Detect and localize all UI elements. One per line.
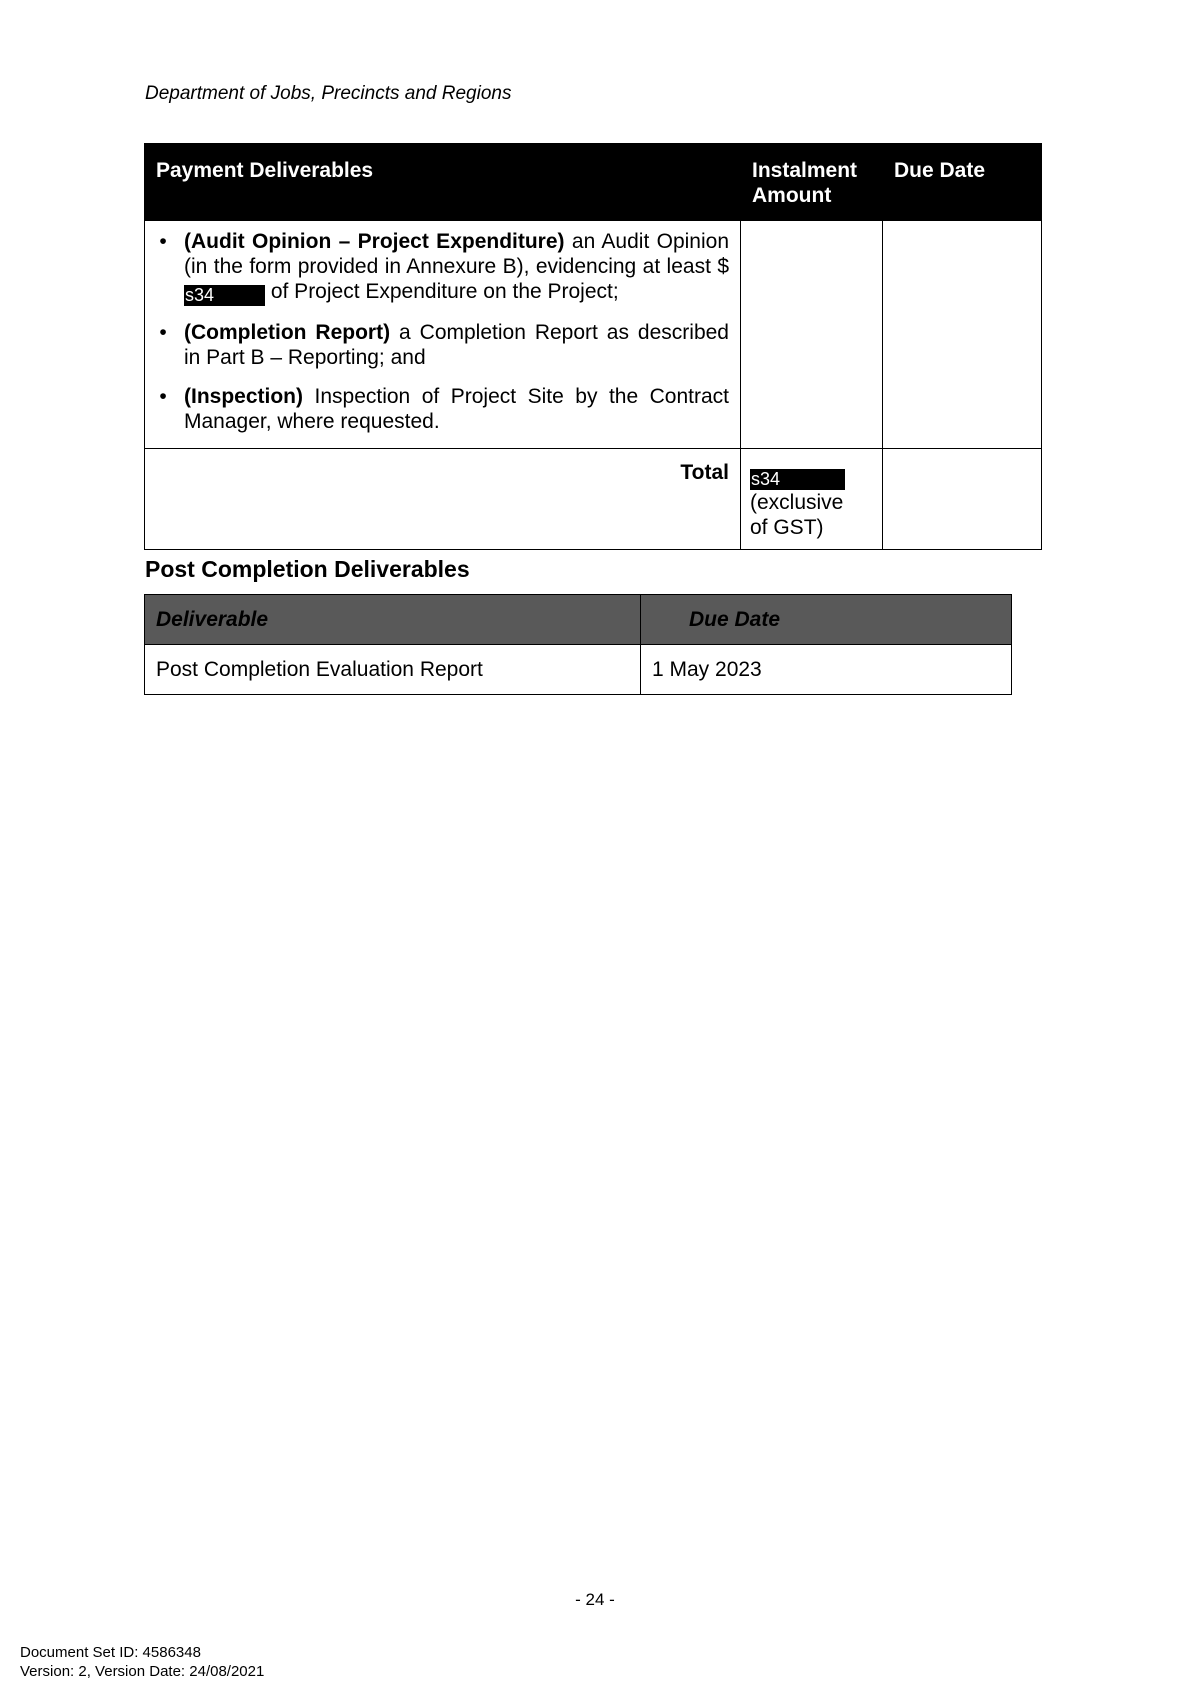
bullet-icon: • <box>159 321 167 344</box>
total-amount-cell <box>741 449 883 550</box>
post-completion-title: Post Completion Deliverables <box>145 556 470 582</box>
item-text: Inspection of Project Site by the Contract Manager, where requested. <box>184 385 729 433</box>
list-item <box>159 384 729 434</box>
document-set-id: Document Set ID: 4586348 <box>20 1644 201 1661</box>
instalment-amount-cell <box>741 221 883 449</box>
post-completion-table <box>144 594 1012 695</box>
document-footer <box>20 1643 264 1681</box>
item-bold-label: (Inspection) <box>184 385 303 408</box>
table-row <box>145 645 1012 695</box>
due-date-cell <box>883 221 1042 449</box>
payment-total-row <box>145 449 1042 550</box>
payment-table-header-row <box>145 144 1042 221</box>
instalment-amount-header <box>741 144 883 221</box>
bullet-icon: • <box>159 385 167 408</box>
list-item <box>159 320 729 370</box>
payment-deliverables-row <box>145 221 1042 449</box>
deliverable-header: Deliverable <box>145 595 641 645</box>
total-label: Total <box>145 449 741 550</box>
payment-deliverables-table <box>144 143 1042 550</box>
redaction-box: s34 <box>184 285 265 306</box>
instalment-header-line2: Amount <box>752 184 832 207</box>
deliverables-cell <box>145 221 741 449</box>
list-item <box>159 229 730 306</box>
payment-deliverables-header: Payment Deliverables <box>145 144 741 221</box>
post-table-header-row <box>145 595 1012 645</box>
version-info: Version: 2, Version Date: 24/08/2021 <box>20 1663 265 1680</box>
total-note-line2: of GST) <box>750 516 824 539</box>
bullet-icon: • <box>159 230 167 253</box>
post-due-date-cell: 1 May 2023 <box>641 645 1012 695</box>
item-text: a Completion Report as described in Part B – Reporting; and <box>184 321 729 369</box>
redaction-box: s34 <box>750 469 845 490</box>
item-text: an Audit Opinion (in the form provided in Annexure B), evidencing at least $ <box>184 230 730 278</box>
post-due-date-header: Due Date <box>641 595 1012 645</box>
total-due-date-cell <box>883 449 1042 550</box>
due-date-header: Due Date <box>883 144 1042 221</box>
deliverable-cell: Post Completion Evaluation Report <box>145 645 641 695</box>
item-text: of Project Expenditure on the Project; <box>265 280 619 303</box>
instalment-header-line1: Instalment <box>752 159 858 182</box>
department-header: Department of Jobs, Precincts and Regions <box>145 83 512 104</box>
page-number: - 24 - <box>575 1590 615 1609</box>
item-bold-label: (Audit Opinion – Project Expenditure) <box>184 230 565 253</box>
item-bold-label: (Completion Report) <box>184 321 391 344</box>
deliverables-list <box>156 229 729 434</box>
total-note-line1: (exclusive <box>750 491 844 514</box>
